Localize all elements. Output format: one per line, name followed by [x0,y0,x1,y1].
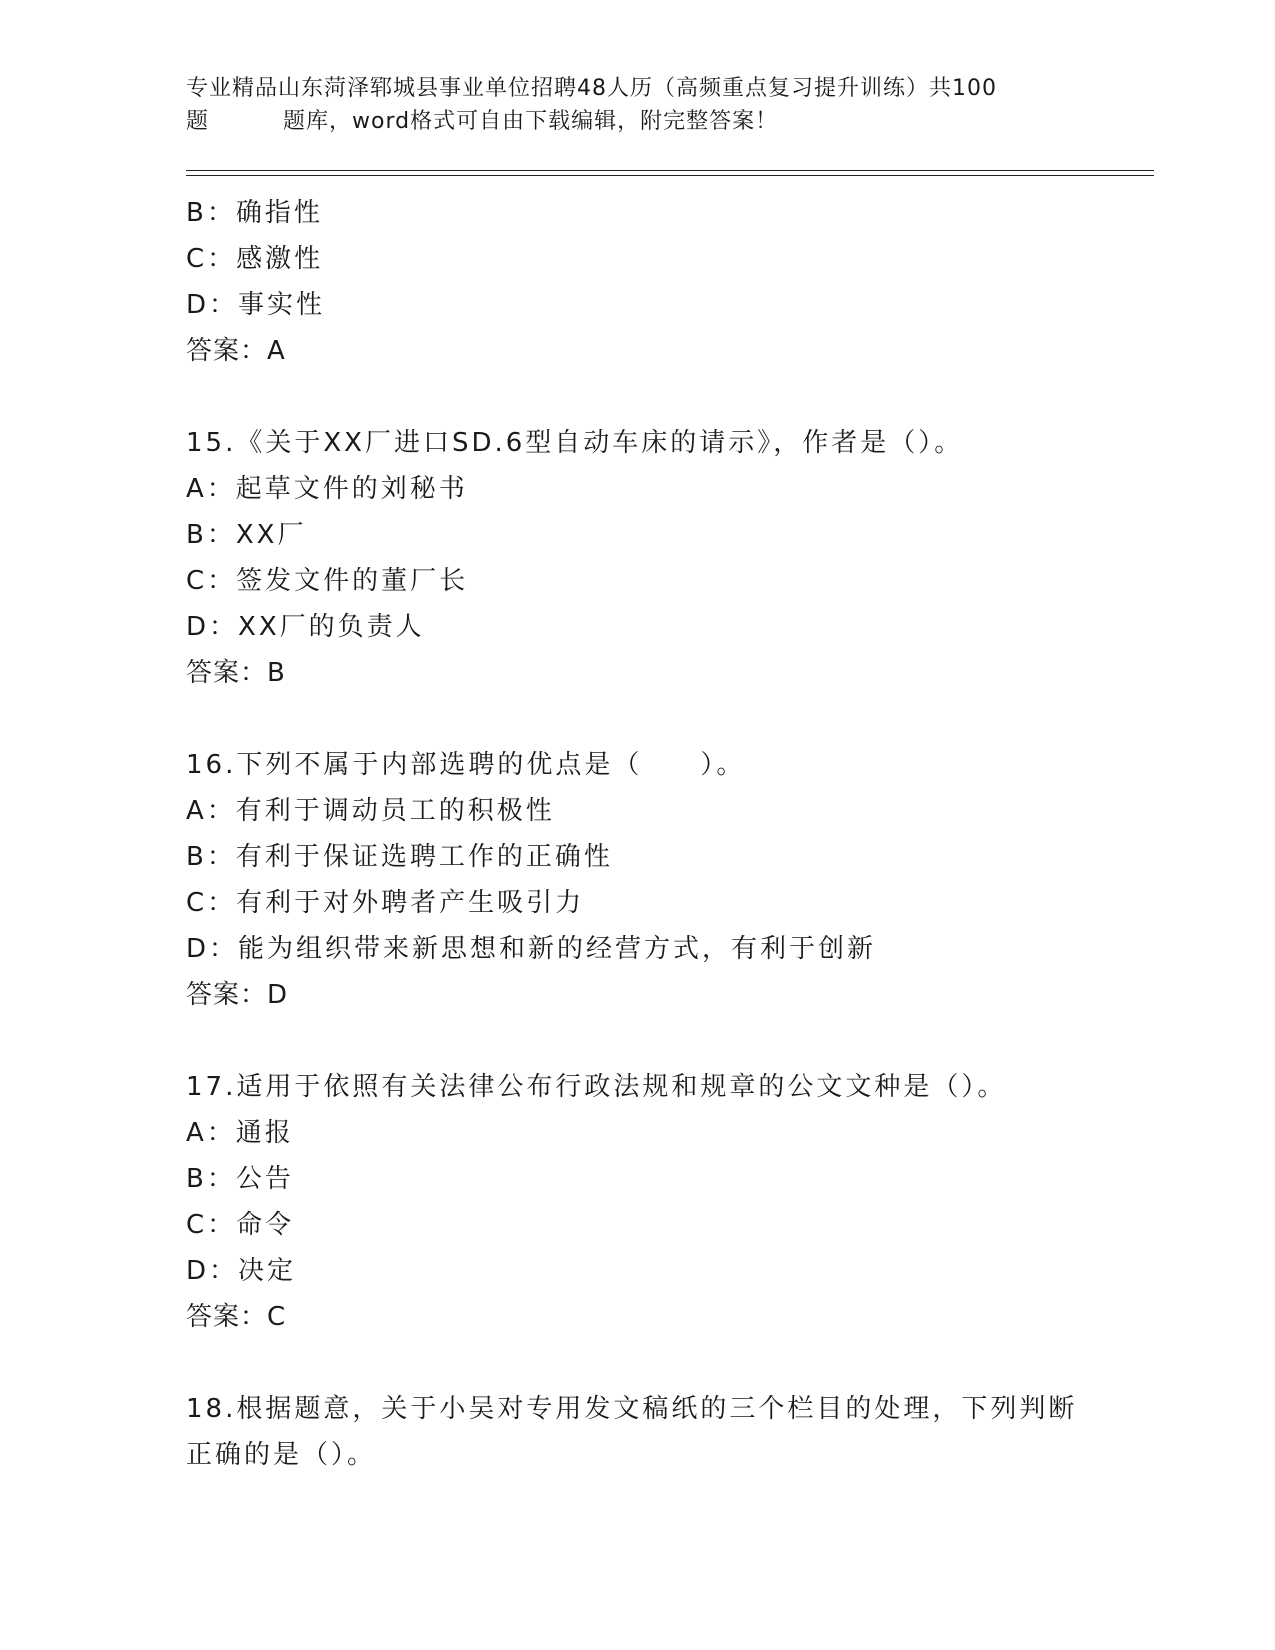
option-c: C：有利于对外聘者产生吸引力 [186,888,585,918]
question-stem: 18.根据题意，关于小吴对专用发文稿纸的三个栏目的处理，下列判断正确的是（）。 [186,1394,1078,1470]
question-stem: 15.《关于XX厂进口SD.6型自动车床的请示》，作者是（）。 [186,428,964,458]
option-d: D：能为组织带来新思想和新的经营方式，有利于创新 [186,934,877,964]
answer-line: 答案：C [186,1302,287,1332]
option-d: D：XX厂的负责人 [186,612,425,642]
header-rule-bottom [186,175,1154,176]
option-a: A：有利于调动员工的积极性 [186,796,555,826]
option-c: C：感激性 [186,244,324,274]
header-title-line1: 专业精品山东菏泽郓城县事业单位招聘48人历（高频重点复习提升训练）共100 [186,76,997,101]
question-stem: 17.适用于依照有关法律公布行政法规和规章的公文文种是（）。 [186,1072,1007,1102]
option-a: A：起草文件的刘秘书 [186,474,468,504]
header-rule-top [186,170,1154,171]
option-d: D：决定 [186,1256,297,1286]
option-b: B：XX厂 [186,520,307,550]
option-b: B：公告 [186,1164,294,1194]
option-d: D：事实性 [186,290,326,320]
option-c: C：命令 [186,1210,295,1240]
answer-line: 答案：A [186,336,286,366]
document-header [186,72,1066,138]
question-content [186,190,1086,1478]
option-b: B：确指性 [186,198,323,228]
answer-line: 答案：B [186,658,286,688]
option-c: C：签发文件的董厂长 [186,566,469,596]
header-title-line2: 题库，word格式可自由下载编辑，附完整答案！ [283,109,779,134]
option-b: B：有利于保证选聘工作的正确性 [186,842,613,872]
option-a: A：通报 [186,1118,294,1148]
question-stem: 16.下列不属于内部选聘的优点是（ ）。 [186,750,746,780]
header-title-line2-start: 题 [186,109,210,134]
answer-line: 答案：D [186,980,289,1010]
